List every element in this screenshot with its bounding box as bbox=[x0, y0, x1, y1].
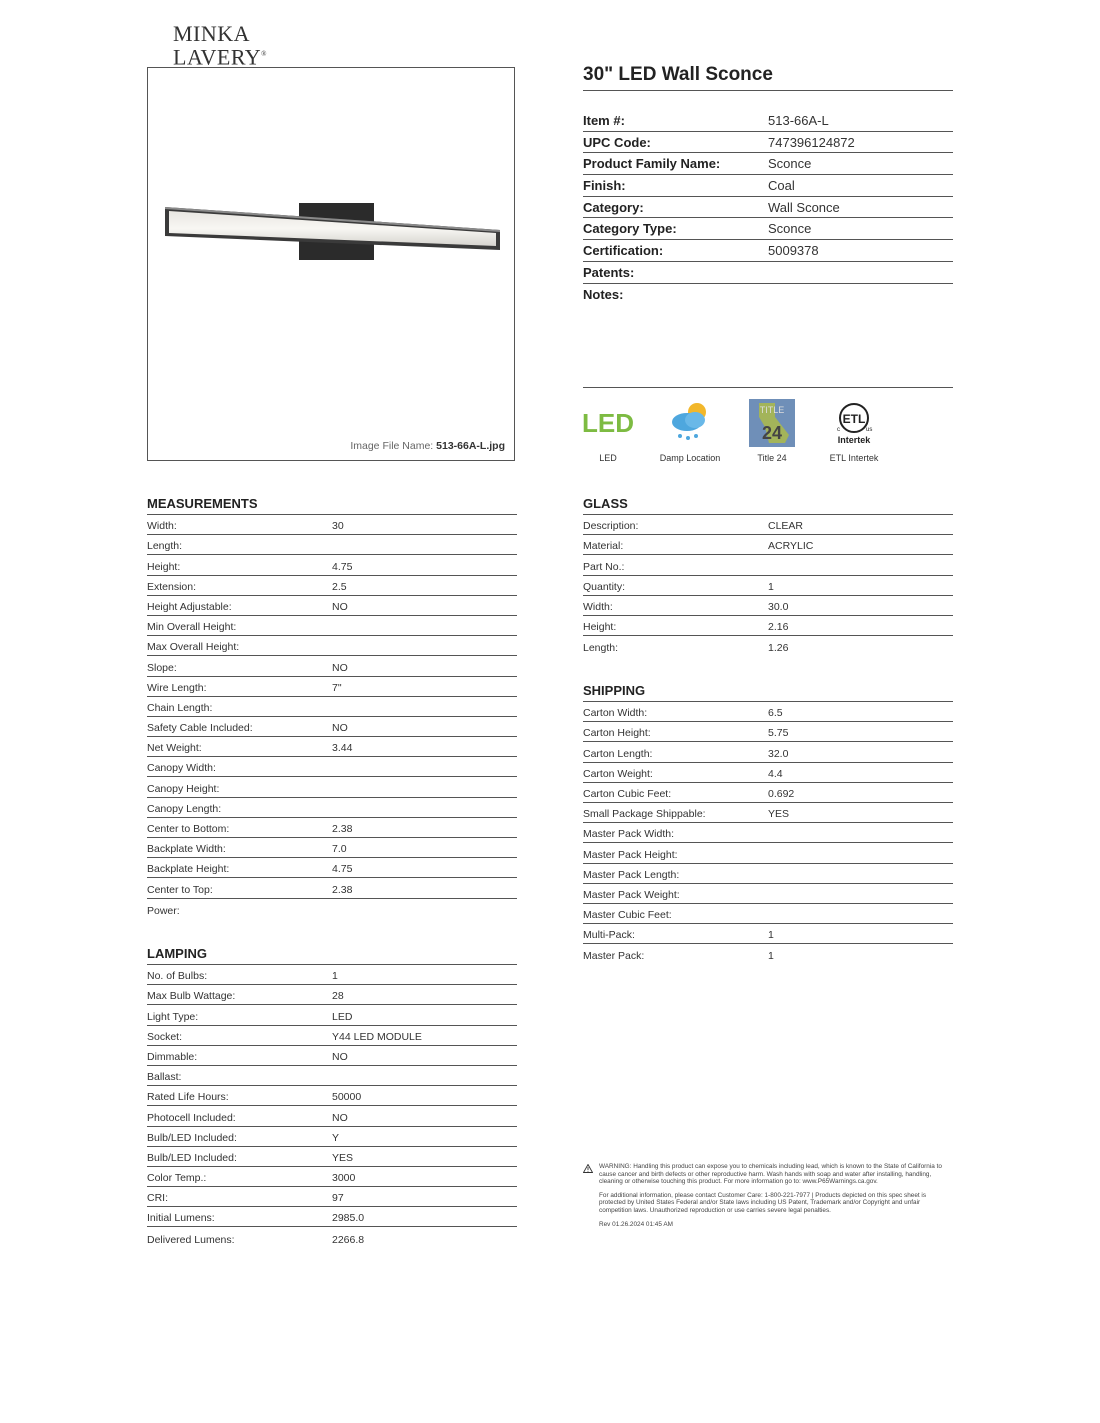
etl-intertek-icon: ETL c us Intertek bbox=[813, 397, 895, 449]
warning-icon bbox=[583, 1164, 593, 1173]
measurements-label: Net Weight: bbox=[147, 742, 202, 755]
shipping-label: Carton Length: bbox=[583, 747, 653, 760]
measurements-label: Extension: bbox=[147, 580, 197, 593]
spec-label: Category Type: bbox=[583, 221, 677, 237]
measurements-value: 4.75 bbox=[332, 560, 353, 573]
glass-label: Part No.: bbox=[583, 560, 625, 573]
lamping-value: 50000 bbox=[332, 1091, 362, 1104]
shipping-label: Carton Width: bbox=[583, 707, 648, 720]
image-file-name: 513-66A-L.jpg bbox=[436, 440, 505, 452]
wall-sconce-image bbox=[148, 68, 516, 462]
shipping-value: 1 bbox=[768, 929, 774, 942]
shipping-row bbox=[583, 722, 953, 742]
measurements-value: 30 bbox=[332, 520, 344, 533]
measurements-label: Backplate Width: bbox=[147, 843, 226, 856]
lamping-label: Max Bulb Wattage: bbox=[147, 990, 236, 1003]
copyright-text: For additional information, please contact Customer Care: 1-800-221-7977 | Products depicted on this spec sheet is protected by United States Federal and/or State laws including US Patent, Trademark and/or Copyright and unfair competition laws. Unauthorized reproduction or use carries severe legal penalties. bbox=[599, 1191, 927, 1214]
lamping-row bbox=[147, 1207, 517, 1227]
spec-value: 5009378 bbox=[768, 242, 819, 258]
measurements-label: Backplate Height: bbox=[147, 863, 230, 876]
shipping-row bbox=[583, 823, 953, 843]
svg-text:us: us bbox=[866, 427, 873, 433]
lamping-label: Delivered Lumens: bbox=[147, 1233, 235, 1246]
glass-title: GLASS bbox=[583, 496, 953, 515]
measurements-value: 2.38 bbox=[332, 883, 353, 896]
lamping-row bbox=[147, 1106, 517, 1126]
glass-value: ACRYLIC bbox=[768, 540, 814, 553]
measurements-row bbox=[147, 677, 517, 697]
shipping-row bbox=[583, 702, 953, 722]
lamping-label: Bulb/LED Included: bbox=[147, 1151, 237, 1164]
spec-label: Product Family Name: bbox=[583, 156, 721, 172]
lamping-label: Dimmable: bbox=[147, 1050, 198, 1063]
shipping-label: Master Pack: bbox=[583, 950, 645, 963]
measurements-row bbox=[147, 656, 517, 676]
revision-text: Rev 01.26.2024 01:45 AM bbox=[599, 1220, 673, 1228]
spec-label: Patents: bbox=[583, 264, 635, 280]
shipping-value: 6.5 bbox=[768, 707, 783, 720]
glass-row bbox=[583, 636, 953, 656]
lamping-value: YES bbox=[332, 1151, 354, 1164]
cert-led-label: LED bbox=[599, 453, 617, 463]
glass-row bbox=[583, 596, 953, 616]
svg-text:TITLE: TITLE bbox=[759, 405, 785, 415]
cert-title-24-label: Title 24 bbox=[757, 453, 787, 463]
measurements-row bbox=[147, 777, 517, 797]
lamping-row bbox=[147, 1227, 517, 1247]
glass-value: 1.26 bbox=[768, 642, 789, 655]
damp-location-icon bbox=[649, 397, 731, 449]
spec-label: Notes: bbox=[583, 286, 624, 302]
shipping-label: Multi-Pack: bbox=[583, 929, 635, 942]
measurements-row bbox=[147, 818, 517, 838]
spec-value: 747396124872 bbox=[768, 134, 855, 150]
measurements-row bbox=[147, 899, 517, 919]
lamping-value: Y bbox=[332, 1131, 340, 1144]
measurements-row bbox=[147, 535, 517, 555]
spec-row bbox=[583, 110, 953, 132]
measurements-value: 4.75 bbox=[332, 863, 353, 876]
measurements-value: 2.5 bbox=[332, 580, 347, 593]
measurements-value: NO bbox=[332, 661, 348, 674]
shipping-row bbox=[583, 742, 953, 762]
prop65-warning bbox=[583, 1163, 953, 1234]
product-title: 30" LED Wall Sconce bbox=[583, 64, 953, 91]
lamping-label: Rated Life Hours: bbox=[147, 1091, 229, 1104]
measurements-label: Width: bbox=[147, 520, 177, 533]
spec-row bbox=[583, 284, 953, 306]
shipping-label: Carton Cubic Feet: bbox=[583, 787, 672, 800]
cert-etl-intertek-label: ETL Intertek bbox=[829, 453, 879, 463]
lamping-value: NO bbox=[332, 1111, 348, 1124]
lamping-value: 1 bbox=[332, 970, 338, 983]
brand-line-2: LAVERY® bbox=[173, 44, 267, 70]
svg-text:c: c bbox=[837, 427, 840, 433]
lamping-value: Y44 LED MODULE bbox=[332, 1030, 422, 1043]
measurements-label: Max Overall Height: bbox=[147, 641, 240, 654]
glass-value: 2.16 bbox=[768, 621, 789, 634]
measurements-row bbox=[147, 616, 517, 636]
glass-label: Description: bbox=[583, 520, 639, 533]
warning-text: WARNING: Handling this product can expose you to chemicals including lead, which is known to the State of California to cause cancer and birth defects or other reproductive harm. Wash hands with soap and water after installing, handling, cleaning or otherwise touching this product. For more information go to: www.P65Warnings.ca.gov. bbox=[599, 1163, 942, 1186]
measurements-row bbox=[147, 878, 517, 898]
spec-value: Coal bbox=[768, 177, 795, 193]
lamping-row bbox=[147, 1046, 517, 1066]
glass-section bbox=[583, 496, 953, 656]
image-file-caption bbox=[350, 440, 505, 452]
certifications bbox=[583, 397, 913, 467]
shipping-value: 1 bbox=[768, 950, 774, 963]
lamping-row bbox=[147, 1147, 517, 1167]
measurements-value: NO bbox=[332, 722, 348, 735]
shipping-label: Master Pack Height: bbox=[583, 848, 678, 861]
glass-row bbox=[583, 515, 953, 535]
shipping-section bbox=[583, 683, 953, 964]
lamping-title: LAMPING bbox=[147, 946, 517, 965]
shipping-row bbox=[583, 763, 953, 783]
title-24-icon bbox=[731, 397, 813, 449]
measurements-row bbox=[147, 596, 517, 616]
spec-row bbox=[583, 197, 953, 219]
measurements-row bbox=[147, 697, 517, 717]
lamping-value: LED bbox=[332, 1010, 353, 1023]
spec-row bbox=[583, 262, 953, 284]
spec-label: UPC Code: bbox=[583, 134, 651, 150]
measurements-value: NO bbox=[332, 600, 348, 613]
measurements-label: Canopy Length: bbox=[147, 802, 222, 815]
measurements-row bbox=[147, 576, 517, 596]
shipping-label: Carton Height: bbox=[583, 727, 651, 740]
shipping-value: 0.692 bbox=[768, 787, 795, 800]
lamping-value: 3000 bbox=[332, 1172, 356, 1185]
measurements-label: Height Adjustable: bbox=[147, 600, 232, 613]
measurements-row bbox=[147, 636, 517, 656]
spec-value: Sconce bbox=[768, 156, 812, 172]
shipping-title: SHIPPING bbox=[583, 683, 953, 702]
glass-value: CLEAR bbox=[768, 520, 804, 533]
shipping-label: Carton Weight: bbox=[583, 767, 653, 780]
glass-label: Material: bbox=[583, 540, 624, 553]
measurements-label: Power: bbox=[147, 904, 180, 917]
product-image-frame bbox=[147, 67, 515, 461]
measurements-value: 7" bbox=[332, 681, 342, 694]
product-specs bbox=[583, 110, 953, 305]
spec-label: Item #: bbox=[583, 112, 625, 128]
glass-row bbox=[583, 535, 953, 555]
shipping-label: Master Pack Width: bbox=[583, 828, 675, 841]
lamping-value: 97 bbox=[332, 1192, 344, 1205]
measurements-row bbox=[147, 757, 517, 777]
measurements-label: Wire Length: bbox=[147, 681, 207, 694]
measurements-row bbox=[147, 515, 517, 535]
measurements-value: 7.0 bbox=[332, 843, 347, 856]
measurements-label: Center to Bottom: bbox=[147, 823, 230, 835]
shipping-row bbox=[583, 843, 953, 863]
glass-value: 1 bbox=[768, 580, 774, 593]
shipping-row bbox=[583, 904, 953, 924]
lamping-label: Initial Lumens: bbox=[147, 1212, 215, 1225]
lamping-value: 2985.0 bbox=[332, 1212, 365, 1225]
measurements-row bbox=[147, 717, 517, 737]
lamping-label: Ballast: bbox=[147, 1071, 182, 1084]
shipping-row bbox=[583, 783, 953, 803]
shipping-label: Small Package Shippable: bbox=[583, 808, 706, 821]
lamping-row bbox=[147, 1026, 517, 1046]
glass-row bbox=[583, 616, 953, 636]
measurements-section bbox=[147, 496, 517, 919]
lamping-row bbox=[147, 1127, 517, 1147]
svg-text:24: 24 bbox=[761, 423, 783, 443]
measurements-label: Center to Top: bbox=[147, 883, 213, 896]
shipping-value: 4.4 bbox=[768, 767, 783, 780]
glass-label: Height: bbox=[583, 621, 617, 634]
lamping-label: Socket: bbox=[147, 1030, 183, 1043]
spec-row bbox=[583, 218, 953, 240]
cert-damp-location bbox=[649, 397, 731, 463]
lamping-label: Photocell Included: bbox=[147, 1111, 236, 1124]
svg-text:ETL: ETL bbox=[842, 412, 866, 426]
measurements-label: Height: bbox=[147, 560, 181, 573]
shipping-row bbox=[583, 864, 953, 884]
shipping-row bbox=[583, 884, 953, 904]
lamping-row bbox=[147, 965, 517, 985]
lamping-row bbox=[147, 1187, 517, 1207]
shipping-label: Master Pack Weight: bbox=[583, 888, 680, 901]
lamping-section bbox=[147, 946, 517, 1248]
spec-value: 513-66A-L bbox=[768, 112, 829, 128]
brand-line-1: MINKA bbox=[173, 21, 251, 46]
spec-row bbox=[583, 132, 953, 154]
cert-led bbox=[567, 397, 649, 463]
glass-value: 30.0 bbox=[768, 600, 789, 613]
measurements-title: MEASUREMENTS bbox=[147, 496, 517, 515]
lamping-value: NO bbox=[332, 1050, 348, 1063]
measurements-label: Length: bbox=[147, 540, 183, 553]
shipping-label: Master Cubic Feet: bbox=[583, 909, 672, 922]
spec-label: Certification: bbox=[583, 242, 664, 258]
measurements-value: 2.38 bbox=[332, 823, 353, 835]
spec-value: Sconce bbox=[768, 221, 812, 237]
shipping-value: 32.0 bbox=[768, 747, 789, 760]
lamping-row bbox=[147, 985, 517, 1005]
measurements-label: Chain Length: bbox=[147, 701, 213, 714]
spec-row bbox=[583, 153, 953, 175]
shipping-value: 5.75 bbox=[768, 727, 789, 740]
lamping-row bbox=[147, 1167, 517, 1187]
lamping-label: CRI: bbox=[147, 1192, 168, 1205]
glass-label: Length: bbox=[583, 642, 619, 655]
spec-label: Category: bbox=[583, 199, 644, 215]
glass-row bbox=[583, 555, 953, 575]
lamping-label: No. of Bulbs: bbox=[147, 970, 208, 983]
measurements-row bbox=[147, 555, 517, 575]
measurements-label: Slope: bbox=[147, 661, 177, 674]
lamping-row bbox=[147, 1066, 517, 1086]
brand-logo bbox=[173, 21, 267, 70]
lamping-label: Light Type: bbox=[147, 1010, 199, 1023]
measurements-row bbox=[147, 858, 517, 878]
lamping-label: Color Temp.: bbox=[147, 1172, 207, 1185]
image-caption-prefix: Image File Name: bbox=[350, 440, 434, 452]
certifications-divider bbox=[583, 387, 953, 388]
spec-label: Finish: bbox=[583, 177, 626, 193]
led-icon: LED bbox=[582, 407, 634, 438]
spec-row bbox=[583, 240, 953, 262]
measurements-row bbox=[147, 838, 517, 858]
spec-value: Wall Sconce bbox=[768, 199, 840, 215]
measurements-value: 3.44 bbox=[332, 742, 353, 755]
shipping-row bbox=[583, 803, 953, 823]
glass-label: Quantity: bbox=[583, 580, 626, 593]
shipping-row bbox=[583, 924, 953, 944]
spec-row bbox=[583, 175, 953, 197]
shipping-row bbox=[583, 944, 953, 964]
glass-label: Width: bbox=[583, 600, 613, 613]
cert-etl-intertek bbox=[813, 397, 895, 463]
measurements-label: Canopy Height: bbox=[147, 782, 220, 795]
lamping-label: Bulb/LED Included: bbox=[147, 1131, 237, 1144]
measurements-label: Min Overall Height: bbox=[147, 621, 237, 634]
lamping-value: 28 bbox=[332, 990, 344, 1003]
lamping-row bbox=[147, 1086, 517, 1106]
measurements-label: Canopy Width: bbox=[147, 762, 216, 775]
measurements-row bbox=[147, 737, 517, 757]
cert-damp-location-label: Damp Location bbox=[659, 453, 721, 463]
cert-title-24 bbox=[731, 397, 813, 463]
glass-row bbox=[583, 576, 953, 596]
shipping-label: Master Pack Length: bbox=[583, 868, 680, 881]
lamping-value: 2266.8 bbox=[332, 1233, 365, 1246]
measurements-row bbox=[147, 798, 517, 818]
measurements-label: Safety Cable Included: bbox=[147, 722, 253, 735]
shipping-value: YES bbox=[768, 808, 790, 821]
lamping-row bbox=[147, 1005, 517, 1025]
